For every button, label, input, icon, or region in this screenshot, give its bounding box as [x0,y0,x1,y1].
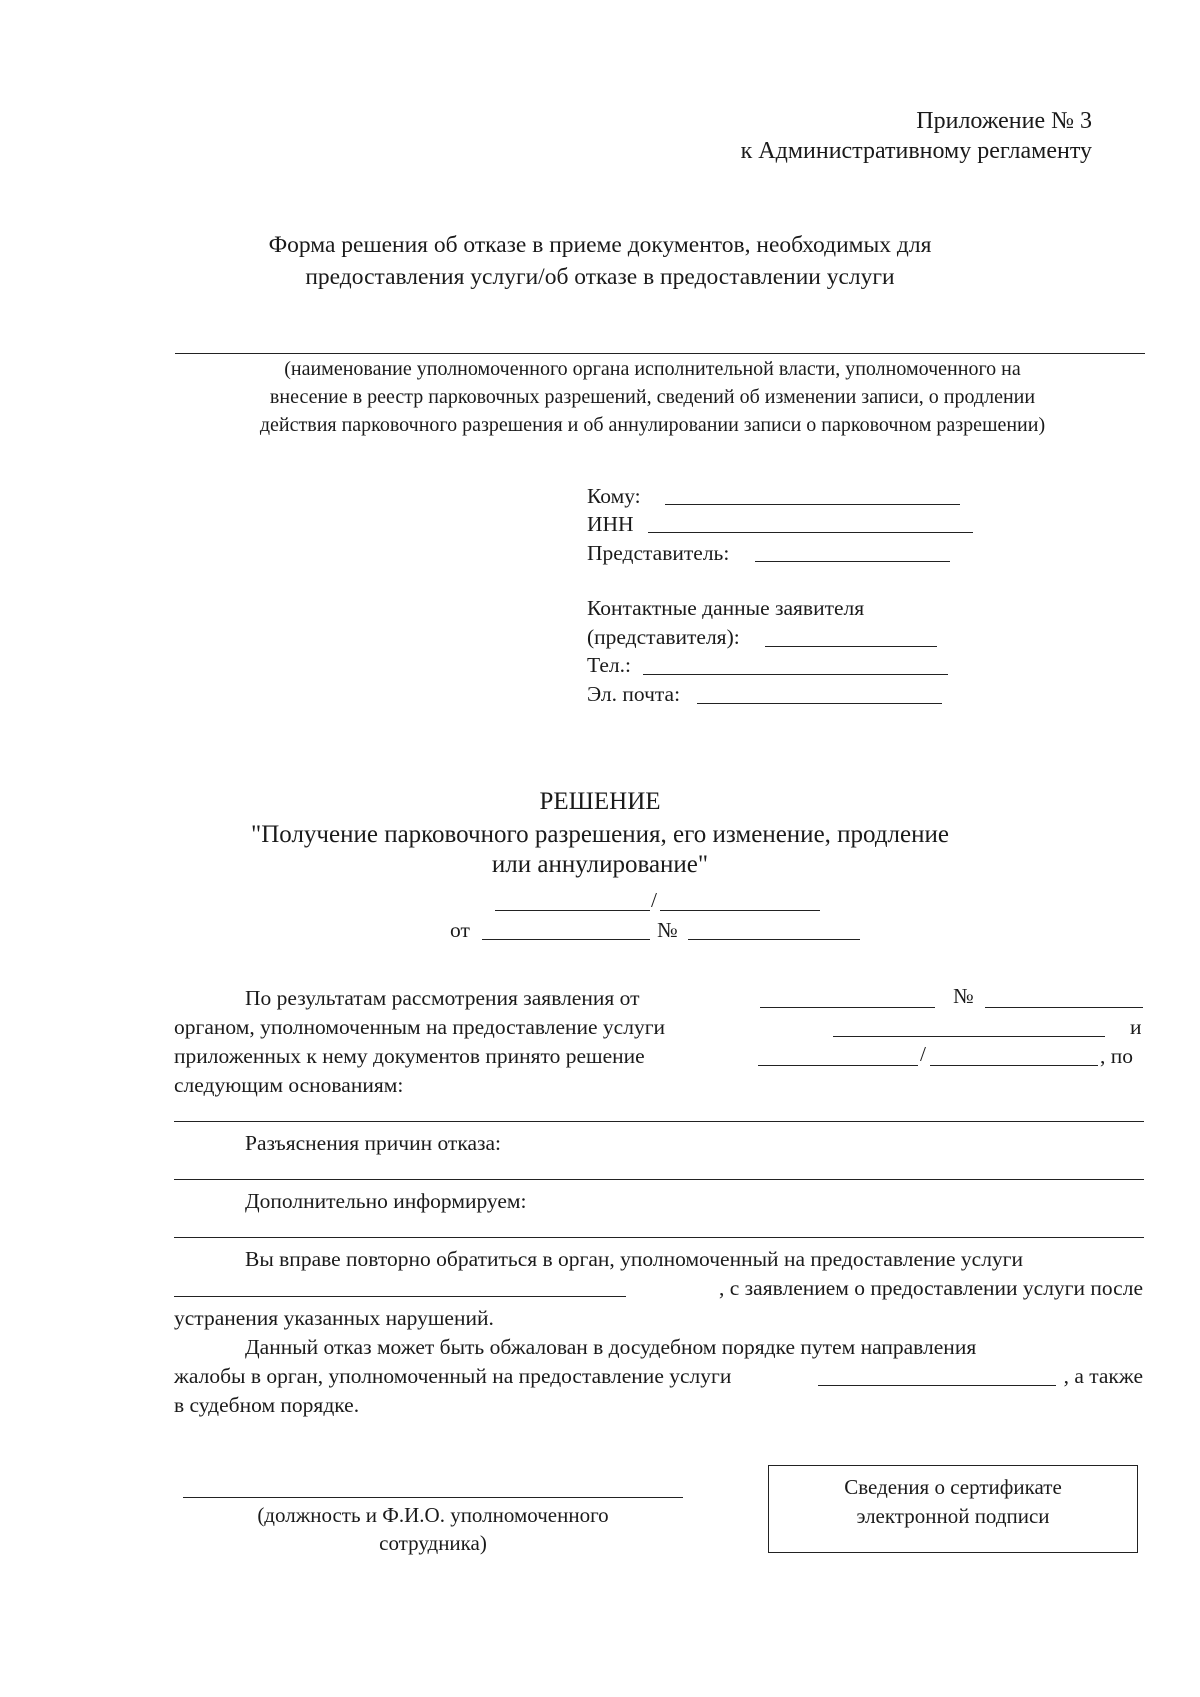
contacts-label-line-2: (представителя): [587,625,740,649]
phone-label: Тел.: [587,653,631,677]
email-field [697,703,942,704]
p2-line-2: , с заявлением о предоставлении услуги после [719,1276,1143,1300]
contacts-label-line-1: Контактные данные заявителя [587,596,865,620]
decision-number-field [688,939,860,940]
certificate-box [768,1465,1138,1553]
decision-heading: РЕШЕНИЕ [539,788,661,815]
recipient-label: Кому: [587,484,641,508]
decision-right-field [930,1065,1098,1066]
reasons-field [174,1179,1144,1180]
decision-slash: / [920,1042,926,1066]
inn-field [648,532,973,533]
p3-line-2-part-2: , а также [1063,1364,1143,1388]
p1-line-2-text: органом, уполномоченным на предоставление услуги [174,1015,666,1039]
inn-label: ИНН [587,512,634,536]
reapply-authority-field [174,1296,626,1297]
decision-date-field [482,939,650,940]
decision-subject-line-2: или аннулирование" [491,851,709,878]
appendix-reference: к Административному регламенту [740,138,1092,164]
decision-subject-line-1: "Получение парковочного разрешения, его изменение, продление [251,821,949,848]
signature-line [183,1497,683,1498]
p1-and: и [1130,1015,1142,1039]
p1-line-1-text: По результатам рассмотрения заявления от [245,986,640,1010]
representative-field [755,561,950,562]
authority-name-line [175,353,1145,354]
additional-info-label: Дополнительно информируем: [245,1189,527,1213]
form-title-line-2: предоставления услуги/об отказе в предоставлении услуги [305,264,895,290]
authority-service-field [833,1036,1105,1037]
p3-line-3: в судебном порядке. [174,1393,360,1417]
authority-caption-line-1: (наименование уполномоченного органа исполнительной власти, уполномоченного на [284,358,1021,380]
decision-date-label: от [450,918,470,942]
p3-line-1: Данный отказ может быть обжалован в досудебном порядке путем направления [245,1335,977,1359]
p2-line-1: Вы вправе повторно обратиться в орган, уполномоченный на предоставление услуги [245,1247,1024,1271]
appendix-number: Приложение № 3 [916,108,1092,134]
certificate-line-1: Сведения о сертификате [844,1475,1062,1499]
additional-info-field [174,1237,1144,1238]
signature-caption-line-2: сотрудника) [379,1531,487,1555]
decision-code-slash: / [651,888,657,912]
decision-number-label: № [657,918,678,942]
contacts-field [765,646,937,647]
decision-left-field [758,1065,918,1066]
certificate-line-2: электронной подписи [856,1504,1050,1528]
p1-line-4-text: следующим основаниям: [174,1073,404,1097]
decision-code-right-field [660,910,820,911]
grounds-field [174,1121,1144,1122]
p1-line-3-text: приложенных к нему документов принято решение [174,1044,645,1068]
email-label: Эл. почта: [587,682,681,706]
p3-line-2-part-1: жалобы в орган, уполномоченный на предоставление услуги [174,1364,732,1388]
application-number-field [985,1007,1143,1008]
appeal-authority-field [818,1385,1056,1386]
application-date-field [760,1007,935,1008]
reasons-label: Разъяснения причин отказа: [245,1131,501,1155]
p1-by: , по [1100,1044,1134,1068]
recipient-field [665,504,960,505]
signature-caption-line-1: (должность и Ф.И.О. уполномоченного [257,1503,609,1527]
phone-field [643,674,948,675]
p2-line-3: устранения указанных нарушений. [174,1306,494,1330]
authority-caption-line-2: внесение в реестр парковочных разрешений, сведений об изменении записи, о продлении [269,386,1036,408]
form-title-line-1: Форма решения об отказе в приеме документов, необходимых для [268,232,932,258]
representative-label: Представитель: [587,541,730,565]
application-number-label: № [953,984,974,1008]
decision-code-left-field [495,910,650,911]
authority-caption-line-3: действия парковочного разрешения и об аннулировании записи о парковочном разрешении) [259,414,1046,436]
